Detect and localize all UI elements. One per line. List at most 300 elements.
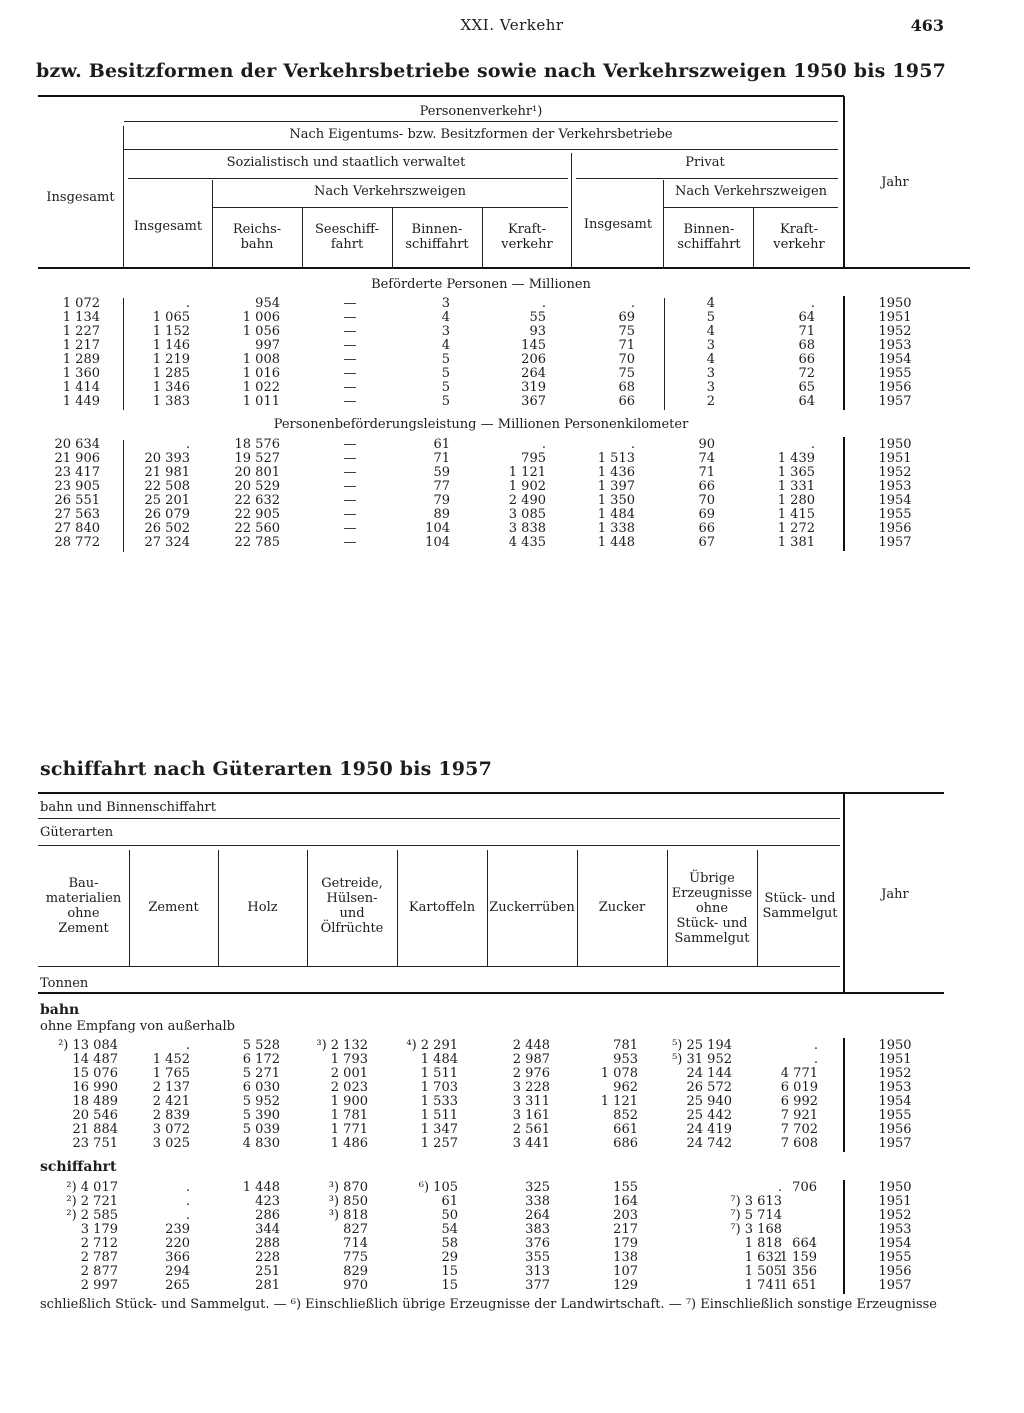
table-cell: 1 448 bbox=[242, 1180, 280, 1195]
table-cell: 1956 bbox=[878, 1264, 912, 1279]
table-cell: ³) 850 bbox=[328, 1194, 368, 1209]
table-cell: 66 bbox=[698, 479, 715, 494]
table-cell: 3 bbox=[441, 296, 450, 311]
table-cell: 1957 bbox=[878, 1136, 912, 1151]
table-cell: 164 bbox=[613, 1194, 638, 1209]
table-cell: 228 bbox=[255, 1250, 280, 1265]
table-cell: 70 bbox=[698, 493, 715, 508]
table-cell: 325 bbox=[525, 1180, 550, 1195]
table-cell: 68 bbox=[618, 380, 635, 395]
table-cell: . bbox=[185, 437, 190, 452]
table-cell: 1955 bbox=[878, 507, 912, 522]
data-column bbox=[36, 1181, 118, 1293]
table-cell: 23 417 bbox=[54, 465, 100, 480]
header-kraftverkehr-2: Kraft- verkehr bbox=[773, 222, 825, 252]
table-cell: 1 065 bbox=[152, 310, 190, 325]
data-column bbox=[652, 1039, 732, 1151]
table-cell: 217 bbox=[613, 1222, 638, 1237]
data-column bbox=[130, 1181, 190, 1293]
data-column bbox=[578, 1039, 638, 1151]
table-cell: 61 bbox=[433, 437, 450, 452]
table-cell: ³) 2 132 bbox=[316, 1038, 368, 1053]
table-cell: 1 280 bbox=[777, 493, 815, 508]
table-cell: 179 bbox=[613, 1236, 638, 1251]
data-column bbox=[390, 438, 450, 550]
table-cell: 1 159 bbox=[779, 1250, 817, 1265]
table-cell: 1 356 bbox=[779, 1264, 817, 1279]
table-cell: 2 561 bbox=[512, 1122, 550, 1137]
table-cell: 829 bbox=[343, 1264, 368, 1279]
table-cell: — bbox=[343, 507, 357, 522]
header-nach-zweigen-1: Nach Verkehrszweigen bbox=[313, 184, 467, 199]
table-cell: — bbox=[343, 296, 357, 311]
table-cell: 1 414 bbox=[62, 380, 100, 395]
header-uebrige-erzeugnisse: Übrige Erzeugnisse ohne Stück- und Sammelgut bbox=[671, 871, 753, 946]
table-cell: 1 350 bbox=[597, 493, 635, 508]
table-cell: 366 bbox=[165, 1250, 190, 1265]
table-cell: 16 990 bbox=[72, 1080, 118, 1095]
table-cell: 281 bbox=[255, 1278, 280, 1293]
table-cell: 1 219 bbox=[152, 352, 190, 367]
table-cell: 69 bbox=[698, 507, 715, 522]
table-cell: 69 bbox=[618, 310, 635, 325]
table-cell: — bbox=[343, 535, 357, 550]
data-column bbox=[755, 1181, 817, 1293]
table-cell: 3 025 bbox=[152, 1136, 190, 1151]
data-column bbox=[220, 297, 280, 409]
header-gueterarten: Güterarten bbox=[40, 825, 114, 840]
table-cell: 1 072 bbox=[62, 296, 100, 311]
data-column bbox=[40, 438, 100, 550]
data-column bbox=[486, 297, 546, 409]
table-cell: 24 742 bbox=[686, 1136, 732, 1151]
table-cell: 3 179 bbox=[80, 1222, 118, 1237]
table-cell: 1 902 bbox=[508, 479, 546, 494]
table-cell: 1 703 bbox=[420, 1080, 458, 1095]
table-cell: 1 227 bbox=[62, 324, 100, 339]
table-cell: 5 271 bbox=[242, 1066, 280, 1081]
table-cell: 18 489 bbox=[72, 1094, 118, 1109]
table-cell: 3 161 bbox=[512, 1108, 550, 1123]
table-cell: 294 bbox=[165, 1264, 190, 1279]
table-cell: 3 441 bbox=[512, 1136, 550, 1151]
table-cell: 852 bbox=[613, 1108, 638, 1123]
table-cell: 1954 bbox=[878, 1236, 912, 1251]
table-cell: — bbox=[343, 437, 357, 452]
table-cell: 3 bbox=[441, 324, 450, 339]
table-cell: 1 448 bbox=[597, 535, 635, 550]
table-cell: 20 546 bbox=[72, 1108, 118, 1123]
table-cell: 66 bbox=[618, 394, 635, 409]
table-cell: 1952 bbox=[878, 465, 912, 480]
table-cell: 1955 bbox=[878, 366, 912, 381]
table-cell: 3 838 bbox=[508, 521, 546, 536]
table-cell: 1951 bbox=[878, 310, 912, 325]
data-column bbox=[290, 1181, 368, 1293]
table-cell: 265 bbox=[165, 1278, 190, 1293]
table-cell: 74 bbox=[698, 451, 715, 466]
data-column bbox=[490, 1039, 550, 1151]
header-jahr: Jahr bbox=[881, 175, 909, 190]
header-getreide: Getreide, Hülsen- und Ölfrüchte bbox=[320, 876, 384, 936]
data-column bbox=[575, 297, 635, 409]
table-cell: 1955 bbox=[878, 1108, 912, 1123]
table-cell: . bbox=[185, 1180, 190, 1195]
table-cell: 1 513 bbox=[597, 451, 635, 466]
data-column bbox=[486, 438, 546, 550]
table-cell: 5 bbox=[706, 310, 715, 325]
table-cell: 1 397 bbox=[597, 479, 635, 494]
table-cell: 1954 bbox=[878, 493, 912, 508]
table-cell: 14 487 bbox=[72, 1052, 118, 1067]
table-cell: 1952 bbox=[878, 324, 912, 339]
table-cell: 264 bbox=[525, 1208, 550, 1223]
table-cell: 1 121 bbox=[600, 1094, 638, 1109]
table-cell: 75 bbox=[618, 366, 635, 381]
table-cell: 1 338 bbox=[597, 521, 635, 536]
table-cell: 286 bbox=[255, 1208, 280, 1223]
table-cell: 15 bbox=[441, 1264, 458, 1279]
header-baumaterialien: Bau- materialien ohne Zement bbox=[45, 876, 122, 936]
year-column bbox=[865, 1039, 925, 1151]
data-column bbox=[220, 1039, 280, 1151]
table-cell: — bbox=[343, 352, 357, 367]
table-cell: 5 bbox=[441, 380, 450, 395]
table-cell: 1 632 bbox=[744, 1250, 782, 1265]
table-cell: 1951 bbox=[878, 1052, 912, 1067]
table-cell: 20 634 bbox=[54, 437, 100, 452]
data-column bbox=[655, 438, 715, 550]
table-cell: 2 997 bbox=[80, 1278, 118, 1293]
data-column bbox=[130, 1039, 190, 1151]
table-cell: — bbox=[343, 451, 357, 466]
table-cell: 1 505 bbox=[744, 1264, 782, 1279]
header-nach-zweigen-2: Nach Verkehrszweigen bbox=[674, 184, 828, 199]
table-cell: 71 bbox=[433, 451, 450, 466]
table-cell: 376 bbox=[525, 1236, 550, 1251]
table-cell: 68 bbox=[798, 338, 815, 353]
table-cell: 1 347 bbox=[420, 1122, 458, 1137]
table-cell: 6 992 bbox=[780, 1094, 818, 1109]
table-cell: ⁴) 2 291 bbox=[406, 1038, 458, 1053]
table-cell: 20 529 bbox=[234, 479, 280, 494]
table-cell: 107 bbox=[613, 1264, 638, 1279]
data-column bbox=[320, 438, 380, 550]
table-cell: 3 bbox=[706, 366, 715, 381]
header-reichsbahn: Reichs- bahn bbox=[232, 222, 282, 252]
data-column bbox=[320, 297, 380, 409]
table-cell: . bbox=[541, 296, 546, 311]
table-cell: 1 486 bbox=[330, 1136, 368, 1151]
table-cell: 6 019 bbox=[780, 1080, 818, 1095]
table-cell: 21 981 bbox=[144, 465, 190, 480]
data-column bbox=[40, 297, 100, 409]
table-cell: — bbox=[343, 366, 357, 381]
table-cell: 2 787 bbox=[80, 1250, 118, 1265]
table-cell: 2 023 bbox=[330, 1080, 368, 1095]
table-cell: 6 030 bbox=[242, 1080, 280, 1095]
table-cell: 50 bbox=[441, 1208, 458, 1223]
table-cell: 1 022 bbox=[242, 380, 280, 395]
table-cell: 26 572 bbox=[686, 1080, 732, 1095]
table-cell: . bbox=[810, 437, 815, 452]
table-cell: 65 bbox=[798, 380, 815, 395]
table-cell: 26 079 bbox=[144, 507, 190, 522]
table-cell: 54 bbox=[441, 1222, 458, 1237]
header-bahn-binnenschiffahrt: bahn und Binnenschiffahrt bbox=[40, 800, 216, 815]
table-cell: 1 793 bbox=[330, 1052, 368, 1067]
year-column bbox=[865, 438, 925, 550]
table-cell: 1950 bbox=[878, 437, 912, 452]
header-personenverkehr: Personenverkehr¹) bbox=[419, 104, 543, 119]
table-cell: 2 bbox=[706, 394, 715, 409]
table-cell: 27 840 bbox=[54, 521, 100, 536]
table-cell: 3 bbox=[706, 338, 715, 353]
table-cell: 1 056 bbox=[242, 324, 280, 339]
data-column bbox=[755, 438, 815, 550]
table-cell: 3 228 bbox=[512, 1080, 550, 1095]
table-cell: 2 421 bbox=[152, 1094, 190, 1109]
table-cell: 1952 bbox=[878, 1208, 912, 1223]
table-cell: ²) 2 585 bbox=[66, 1208, 118, 1223]
table-cell: 953 bbox=[613, 1052, 638, 1067]
data-column bbox=[390, 297, 450, 409]
table-cell: 1 484 bbox=[420, 1052, 458, 1067]
table-cell: 2 490 bbox=[508, 493, 546, 508]
table-cell: . bbox=[813, 1038, 818, 1053]
table-cell: 1 436 bbox=[597, 465, 635, 480]
table-cell: 1 146 bbox=[152, 338, 190, 353]
header-kartoffeln: Kartoffeln bbox=[408, 900, 476, 915]
table-cell: 29 bbox=[441, 1250, 458, 1265]
table-cell: 5 039 bbox=[242, 1122, 280, 1137]
table-cell: . bbox=[810, 296, 815, 311]
table-cell: 1 439 bbox=[777, 451, 815, 466]
table-cell: 1 011 bbox=[242, 394, 280, 409]
year-column bbox=[865, 1181, 925, 1293]
table-cell: 71 bbox=[798, 324, 815, 339]
table-cell: 827 bbox=[343, 1222, 368, 1237]
table-cell: 90 bbox=[698, 437, 715, 452]
data-column bbox=[758, 1039, 818, 1151]
table-cell: 155 bbox=[613, 1180, 638, 1195]
chapter-header: XXI. Verkehr bbox=[460, 16, 564, 34]
footnote: schließlich Stück- und Sammelgut. — ⁶) Einschließlich übrige Erzeugnisse der Landwirtschaft. — ⁷) Einschließlich sonstige Erzeugnisse bbox=[40, 1297, 937, 1312]
table-cell: 25 201 bbox=[144, 493, 190, 508]
table-cell: 28 772 bbox=[54, 535, 100, 550]
table-cell: 4 bbox=[706, 324, 715, 339]
table-cell: 18 576 bbox=[234, 437, 280, 452]
table-cell: 4 830 bbox=[242, 1136, 280, 1151]
table-cell: 104 bbox=[425, 521, 450, 536]
header-zucker: Zucker bbox=[598, 900, 646, 915]
table-cell bbox=[755, 1195, 817, 1209]
group-bahn: bahn bbox=[40, 1002, 80, 1018]
table-cell: 383 bbox=[525, 1222, 550, 1237]
data-column bbox=[575, 438, 635, 550]
table-cell: — bbox=[343, 394, 357, 409]
table-cell: . bbox=[185, 1194, 190, 1209]
table-cell: 1957 bbox=[878, 535, 912, 550]
table-cell: 1 511 bbox=[420, 1108, 458, 1123]
table-cell: 423 bbox=[255, 1194, 280, 1209]
table-cell: ⁷) 5 714 bbox=[730, 1208, 782, 1223]
table-cell: . bbox=[630, 437, 635, 452]
table-cell: 2 712 bbox=[80, 1236, 118, 1251]
table-cell: ⁵) 31 952 bbox=[672, 1052, 732, 1067]
data-column bbox=[290, 1039, 368, 1151]
unit-tonnen: Tonnen bbox=[40, 976, 89, 991]
table-cell: 55 bbox=[529, 310, 546, 325]
table-cell: 1953 bbox=[878, 1080, 912, 1095]
table-cell: 26 551 bbox=[54, 493, 100, 508]
table-cell: 1956 bbox=[878, 380, 912, 395]
table-cell bbox=[755, 1209, 817, 1223]
table-cell: 27 324 bbox=[144, 535, 190, 550]
table-cell: 59 bbox=[433, 465, 450, 480]
table-cell: 1 381 bbox=[777, 535, 815, 550]
table-cell: 1 272 bbox=[777, 521, 815, 536]
table-cell: 1954 bbox=[878, 1094, 912, 1109]
table-cell: . bbox=[185, 1208, 190, 1223]
table-cell: 1 078 bbox=[600, 1066, 638, 1081]
table-cell: 79 bbox=[433, 493, 450, 508]
table-cell: — bbox=[343, 324, 357, 339]
table-cell: 5 390 bbox=[242, 1108, 280, 1123]
table-cell: 21 906 bbox=[54, 451, 100, 466]
table-cell: 1956 bbox=[878, 1122, 912, 1137]
table-cell: 20 801 bbox=[234, 465, 280, 480]
table-cell: 23 905 bbox=[54, 479, 100, 494]
table-cell: . bbox=[630, 296, 635, 311]
table-cell: — bbox=[343, 521, 357, 536]
table-cell: 2 976 bbox=[512, 1066, 550, 1081]
header-zement: Zement bbox=[148, 900, 199, 915]
header-stueck-sammelgut: Stück- und Sammelgut bbox=[762, 891, 838, 921]
table-cell: 1951 bbox=[878, 1194, 912, 1209]
table-cell: 239 bbox=[165, 1222, 190, 1237]
table-cell: . bbox=[185, 1038, 190, 1053]
table-cell: 1 771 bbox=[330, 1122, 368, 1137]
table-cell: 664 bbox=[792, 1236, 817, 1251]
table-cell: 1 452 bbox=[152, 1052, 190, 1067]
table-cell: . bbox=[541, 437, 546, 452]
table-cell: 4 bbox=[441, 310, 450, 325]
table-cell: 781 bbox=[613, 1038, 638, 1053]
table2-title: schiffahrt nach Güterarten 1950 bis 1957 bbox=[40, 758, 493, 780]
table-cell: 4 bbox=[706, 352, 715, 367]
table-cell: 64 bbox=[798, 310, 815, 325]
table-cell: . bbox=[777, 1180, 782, 1195]
table-cell: 313 bbox=[525, 1264, 550, 1279]
table-cell: — bbox=[343, 479, 357, 494]
table-cell: 67 bbox=[698, 535, 715, 550]
table-cell: 206 bbox=[521, 352, 546, 367]
table-cell: 138 bbox=[613, 1250, 638, 1265]
table-cell: — bbox=[343, 310, 357, 325]
table-cell: 220 bbox=[165, 1236, 190, 1251]
data-column bbox=[380, 1039, 458, 1151]
header-seeschiffahrt: Seeschiff- fahrt bbox=[315, 222, 379, 252]
header-insgesamt-soz: Insgesamt bbox=[133, 219, 203, 234]
data-column bbox=[578, 1181, 638, 1293]
table-cell: 1954 bbox=[878, 352, 912, 367]
table-cell: ⁶) 105 bbox=[418, 1180, 458, 1195]
table-cell: 2 448 bbox=[512, 1038, 550, 1053]
table-cell: 77 bbox=[433, 479, 450, 494]
table-cell: 1 257 bbox=[420, 1136, 458, 1151]
header-binnenschiffahrt-2: Binnen- schiffahrt bbox=[677, 222, 741, 252]
table-cell: 4 bbox=[441, 338, 450, 353]
table-cell: 1953 bbox=[878, 1222, 912, 1237]
table-cell: 3 311 bbox=[512, 1094, 550, 1109]
table-cell: 1 533 bbox=[420, 1094, 458, 1109]
data-column bbox=[755, 297, 815, 409]
table-cell: 686 bbox=[613, 1136, 638, 1151]
table-cell: 1 383 bbox=[152, 394, 190, 409]
table-cell: — bbox=[343, 338, 357, 353]
table-cell: ²) 4 017 bbox=[66, 1180, 118, 1195]
table-cell: 338 bbox=[525, 1194, 550, 1209]
table-cell: 962 bbox=[613, 1080, 638, 1095]
table-cell: 1951 bbox=[878, 451, 912, 466]
table-cell: 66 bbox=[698, 521, 715, 536]
table-cell: 129 bbox=[613, 1278, 638, 1293]
table-cell: 1 360 bbox=[62, 366, 100, 381]
table-cell: 1950 bbox=[878, 1180, 912, 1195]
table-cell: 1957 bbox=[878, 394, 912, 409]
table-cell: 24 144 bbox=[686, 1066, 732, 1081]
table-cell: ³) 818 bbox=[328, 1208, 368, 1223]
table-cell: 7 702 bbox=[780, 1122, 818, 1137]
table-cell: 1 346 bbox=[152, 380, 190, 395]
table-cell: 7 608 bbox=[780, 1136, 818, 1151]
table-cell: — bbox=[343, 465, 357, 480]
table-cell: 775 bbox=[343, 1250, 368, 1265]
table-cell: 1 449 bbox=[62, 394, 100, 409]
table-cell: 954 bbox=[255, 296, 280, 311]
table-cell: 1 152 bbox=[152, 324, 190, 339]
table-cell: 93 bbox=[529, 324, 546, 339]
header-sozialistisch: Sozialistisch und staatlich verwaltet bbox=[226, 155, 466, 170]
table-cell: 377 bbox=[525, 1278, 550, 1293]
table-cell: 2 001 bbox=[330, 1066, 368, 1081]
table-cell: 1 484 bbox=[597, 507, 635, 522]
data-column bbox=[130, 438, 190, 550]
table-cell: 1950 bbox=[878, 296, 912, 311]
table-cell: 22 785 bbox=[234, 535, 280, 550]
table-cell: 3 072 bbox=[152, 1122, 190, 1137]
section-personenkilometer: Personenbeförderungsleistung — Millionen Personenkilometer bbox=[273, 417, 689, 432]
table-cell: 1 217 bbox=[62, 338, 100, 353]
table-cell: 997 bbox=[255, 338, 280, 353]
table-cell: ²) 13 084 bbox=[58, 1038, 118, 1053]
table-cell: 20 393 bbox=[144, 451, 190, 466]
table-cell: 203 bbox=[613, 1208, 638, 1223]
table-cell: 3 085 bbox=[508, 507, 546, 522]
table1-title: bzw. Besitzformen der Verkehrsbetriebe sowie nach Verkehrszweigen 1950 bis 1957 bbox=[36, 60, 947, 82]
table-cell: 1 331 bbox=[777, 479, 815, 494]
table-cell: 661 bbox=[613, 1122, 638, 1137]
table-cell: 1950 bbox=[878, 1038, 912, 1053]
table-cell: 21 884 bbox=[72, 1122, 118, 1137]
table-cell: 1952 bbox=[878, 1066, 912, 1081]
table-cell: 25 442 bbox=[686, 1108, 732, 1123]
table-cell: 4 435 bbox=[508, 535, 546, 550]
table-cell: 1 365 bbox=[777, 465, 815, 480]
table-cell: 1 121 bbox=[508, 465, 546, 480]
year-column bbox=[865, 297, 925, 409]
